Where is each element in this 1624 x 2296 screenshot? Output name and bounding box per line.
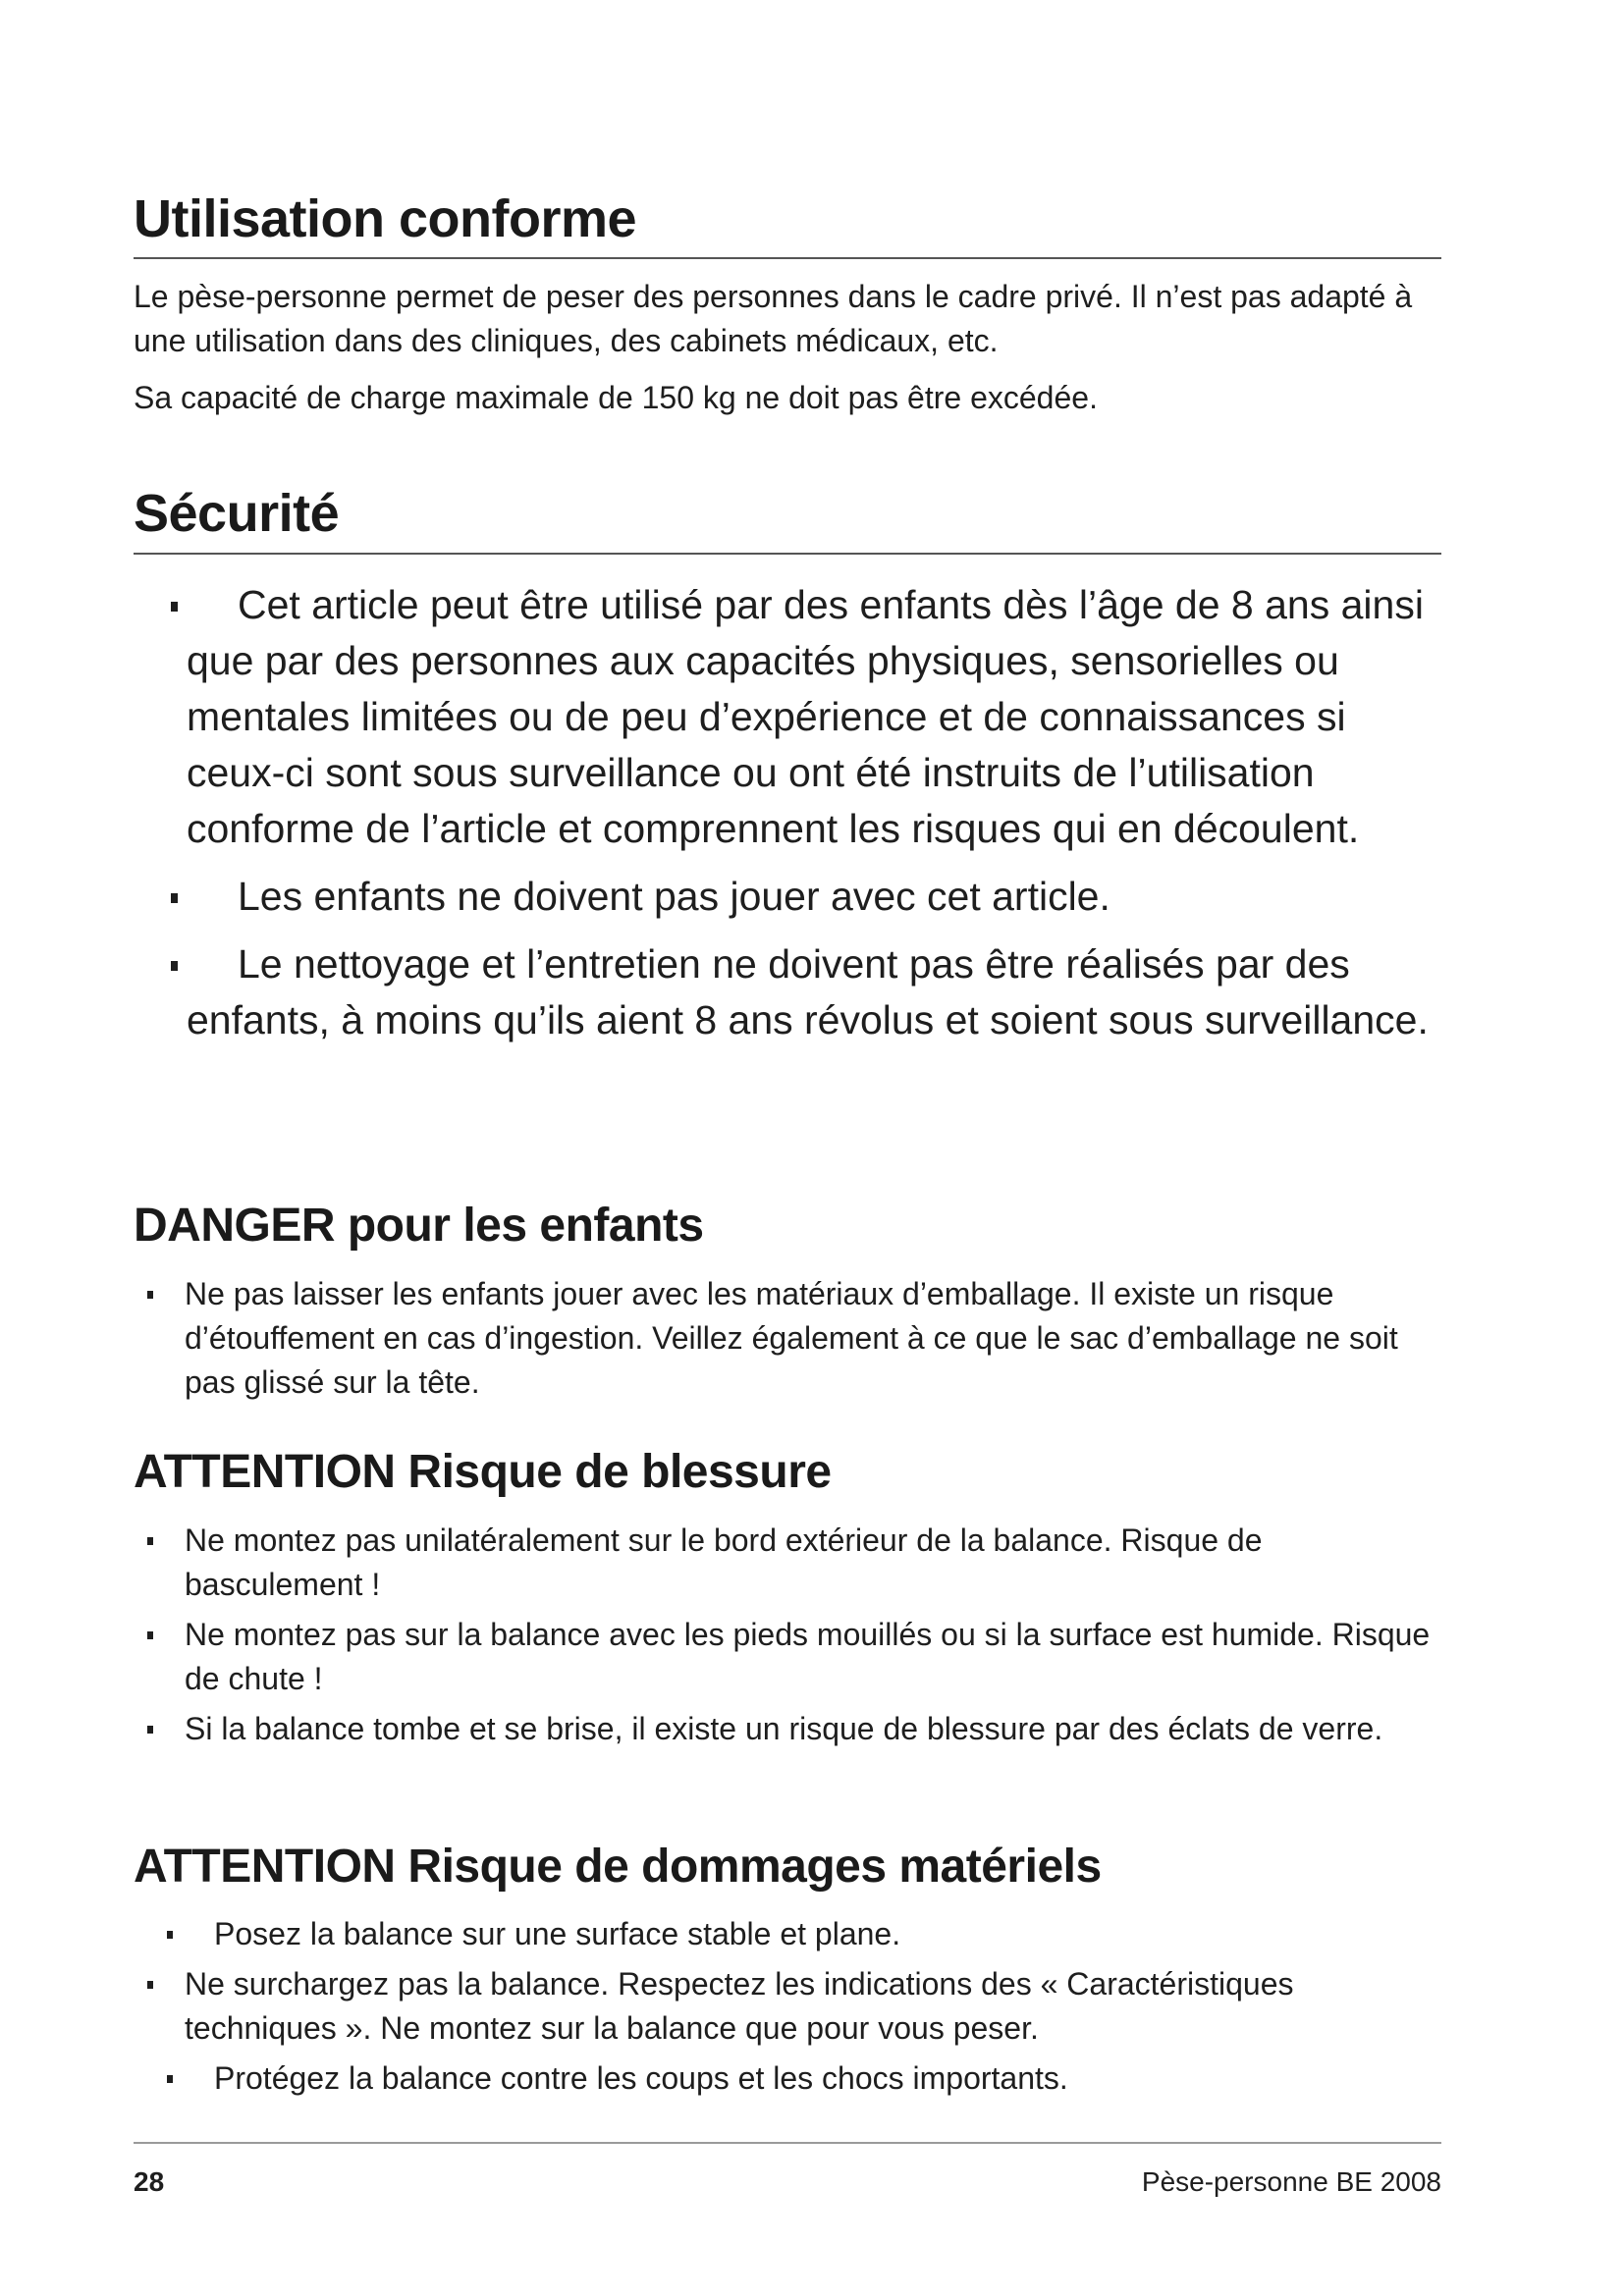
dommages-item-text: Ne surchargez pas la balance. Respectez les indications des « Caractéristiques techniques ». Ne montez sur la balance que pour vous peser.: [185, 1966, 1294, 2046]
bullet-icon: [171, 602, 178, 612]
section-title-utilisation: Utilisation conforme: [134, 189, 637, 248]
blessure-item-text: Ne montez pas unilatéralement sur le bord extérieur de la balance. Risque de basculement !: [185, 1522, 1263, 1602]
securite-item-text: Le nettoyage et l’entretien ne doivent pas être réalisés par des enfants, à moins qu’ils aient 8 ans révolus et soient sous surveillance.: [187, 941, 1429, 1042]
bullet-icon: [147, 1726, 153, 1734]
list-item: [134, 1707, 1441, 1751]
bullet-icon: [167, 2075, 173, 2083]
section-title-blessure: ATTENTION Risque de blessure: [134, 1446, 832, 1498]
danger-item-text: Ne pas laisser les enfants jouer avec les matériaux d’emballage. Il existe un risque d’étouffement en cas d’ingestion. Veillez également à ce que le sac d’emballage ne soit pas glissé sur la tête.: [185, 1276, 1398, 1400]
footer-divider: [134, 2142, 1441, 2144]
list-item: [134, 1962, 1441, 2051]
bullet-icon: [167, 1931, 173, 1939]
blessure-item-text: Ne montez pas sur la balance avec les pieds mouillés ou si la surface est humide. Risque de chute !: [185, 1617, 1431, 1696]
bullet-icon: [147, 1981, 153, 1989]
list-item: [134, 577, 1441, 857]
bullet-icon: [147, 1631, 153, 1639]
list-item: [134, 1519, 1441, 1607]
blessure-item-text: Si la balance tombe et se brise, il existe un risque de blessure par des éclats de verre.: [185, 1711, 1383, 1746]
manual-page: [134, 0, 1441, 2296]
dommages-list: [134, 1912, 1441, 2107]
securite-item-text: Les enfants ne doivent pas jouer avec cet article.: [238, 874, 1110, 919]
section-divider: [134, 257, 1441, 259]
securite-item-text: Cet article peut être utilisé par des enfants dès l’âge de 8 ans ainsi que par des personnes aux capacités physiques, sensorielles ou mentales limitées ou de peu d’expérience et de connaissances si ceux-ci sont sous surveillance ou ont été instruits de l’utilisation conforme de l’article et comprennent les risques qui en découlent.: [187, 582, 1424, 851]
document-name: Pèse-personne BE 2008: [1141, 2166, 1441, 2197]
section-divider: [134, 553, 1441, 555]
list-item: [134, 1912, 1441, 1956]
list-item: [134, 1613, 1441, 1701]
danger-list: [134, 1272, 1441, 1411]
dommages-item-text: Protégez la balance contre les coups et les chocs importants.: [214, 2060, 1068, 2096]
bullet-icon: [171, 961, 178, 971]
utilisation-paragraph-1: Le pèse-personne permet de peser des personnes dans le cadre privé. Il n’est pas adapté à une utilisation dans des cliniques, des cabinets médicaux, etc.: [134, 279, 1413, 358]
list-item: [134, 936, 1441, 1048]
section-title-securite: Sécurité: [134, 484, 340, 543]
utilisation-paragraph-2: Sa capacité de charge maximale de 150 kg ne doit pas être excédée.: [134, 380, 1098, 415]
list-item: [134, 869, 1441, 925]
list-item: [134, 1272, 1441, 1405]
bullet-icon: [147, 1291, 153, 1299]
section-title-danger: DANGER pour les enfants: [134, 1200, 704, 1252]
list-item: [134, 2056, 1441, 2101]
section-title-dommages: ATTENTION Risque de dommages matériels: [134, 1841, 1102, 1893]
bullet-icon: [171, 893, 178, 903]
securite-list: [134, 577, 1441, 1060]
blessure-list: [134, 1519, 1441, 1757]
dommages-item-text: Posez la balance sur une surface stable et plane.: [214, 1916, 901, 1951]
page-number: 28: [134, 2166, 165, 2197]
bullet-icon: [147, 1537, 153, 1545]
